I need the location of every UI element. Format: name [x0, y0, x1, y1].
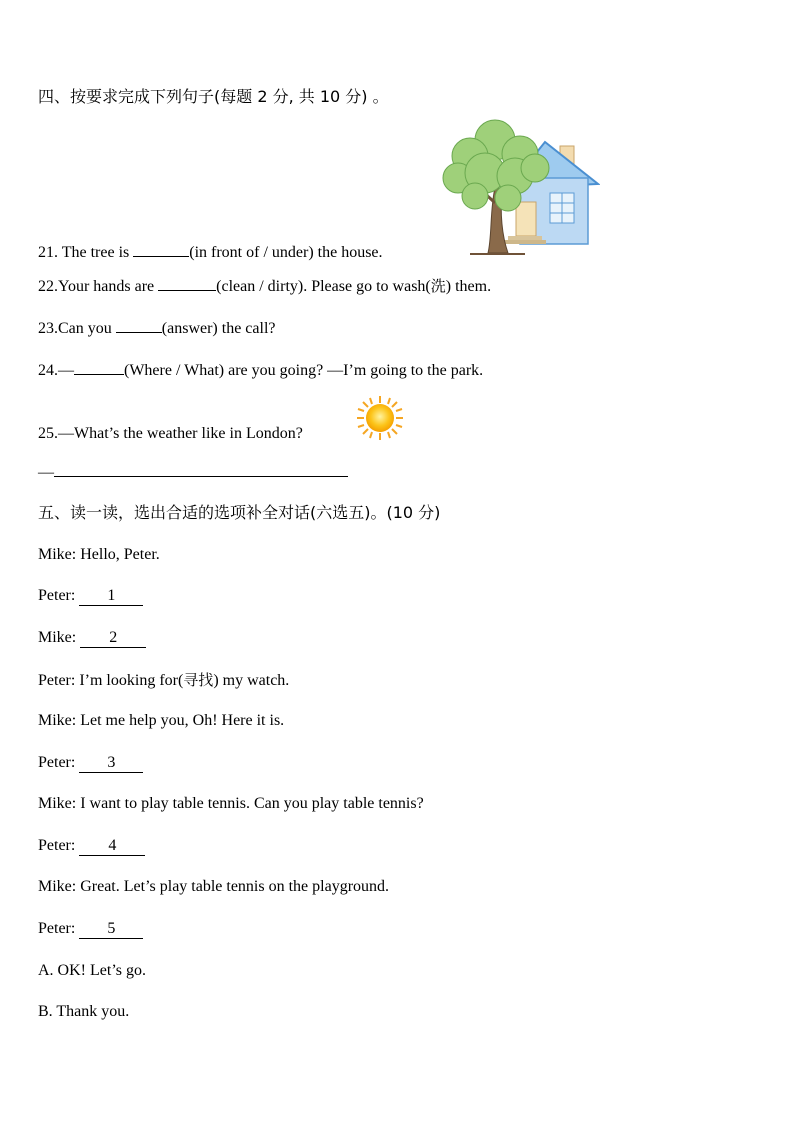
dialogue-blank-4[interactable]: 4 — [79, 837, 145, 856]
tree-house-illustration — [440, 118, 600, 256]
option-a: A. OK! Let’s go. — [38, 962, 146, 979]
question-23: 23.Can you (answer) the call? — [38, 316, 276, 339]
dialogue-line-6: Peter: 3 — [38, 753, 143, 773]
option-b: B. Thank you. — [38, 1003, 130, 1020]
dialogue-line-7: Mike: I want to play table tennis. Can you play table tennis? — [38, 795, 424, 812]
question-25: 25.—What’s the weather like in London? — [38, 425, 303, 442]
dialogue-line-2: Peter: 1 — [38, 586, 143, 606]
question-21: 21. The tree is (in front of / under) the house. — [38, 240, 383, 263]
dialogue-line-8: Peter: 4 — [38, 836, 145, 856]
dialogue-line-3: Mike: 2 — [38, 628, 146, 648]
section4-heading: 四、按要求完成下列句子(每题 2 分, 共 10 分) 。 — [38, 87, 389, 106]
sun-icon — [355, 395, 405, 441]
answer-blank-25[interactable] — [54, 460, 348, 477]
section5-heading: 五、读一读，选出合适的选项补全对话(六选五)。(10 分) — [38, 503, 441, 522]
question-24: 24.— (Where / What) are you going? —I’m going to the park. — [38, 358, 483, 381]
dialogue-blank-2[interactable]: 2 — [80, 629, 146, 648]
question-25-answer: — — [38, 460, 348, 483]
answer-blank-23[interactable] — [116, 316, 162, 333]
dialogue-line-4: Peter: I’m looking for(寻找) my watch. — [38, 671, 290, 689]
dialogue-line-9: Mike: Great. Let’s play table tennis on the playground. — [38, 878, 390, 895]
answer-blank-24[interactable] — [74, 358, 124, 375]
answer-blank-21[interactable] — [133, 240, 189, 257]
dialogue-blank-5[interactable]: 5 — [79, 920, 143, 939]
dialogue-line-10: Peter: 5 — [38, 919, 143, 939]
dialogue-line-1: Mike: Hello, Peter. — [38, 546, 160, 563]
dialogue-blank-1[interactable]: 1 — [79, 587, 143, 606]
dialogue-line-5: Mike: Let me help you, Oh! Here it is. — [38, 712, 285, 729]
dialogue-blank-3[interactable]: 3 — [79, 754, 143, 773]
question-22: 22.Your hands are (clean / dirty). Please go to wash(洗) them. — [38, 274, 491, 297]
answer-blank-22[interactable] — [158, 274, 216, 291]
